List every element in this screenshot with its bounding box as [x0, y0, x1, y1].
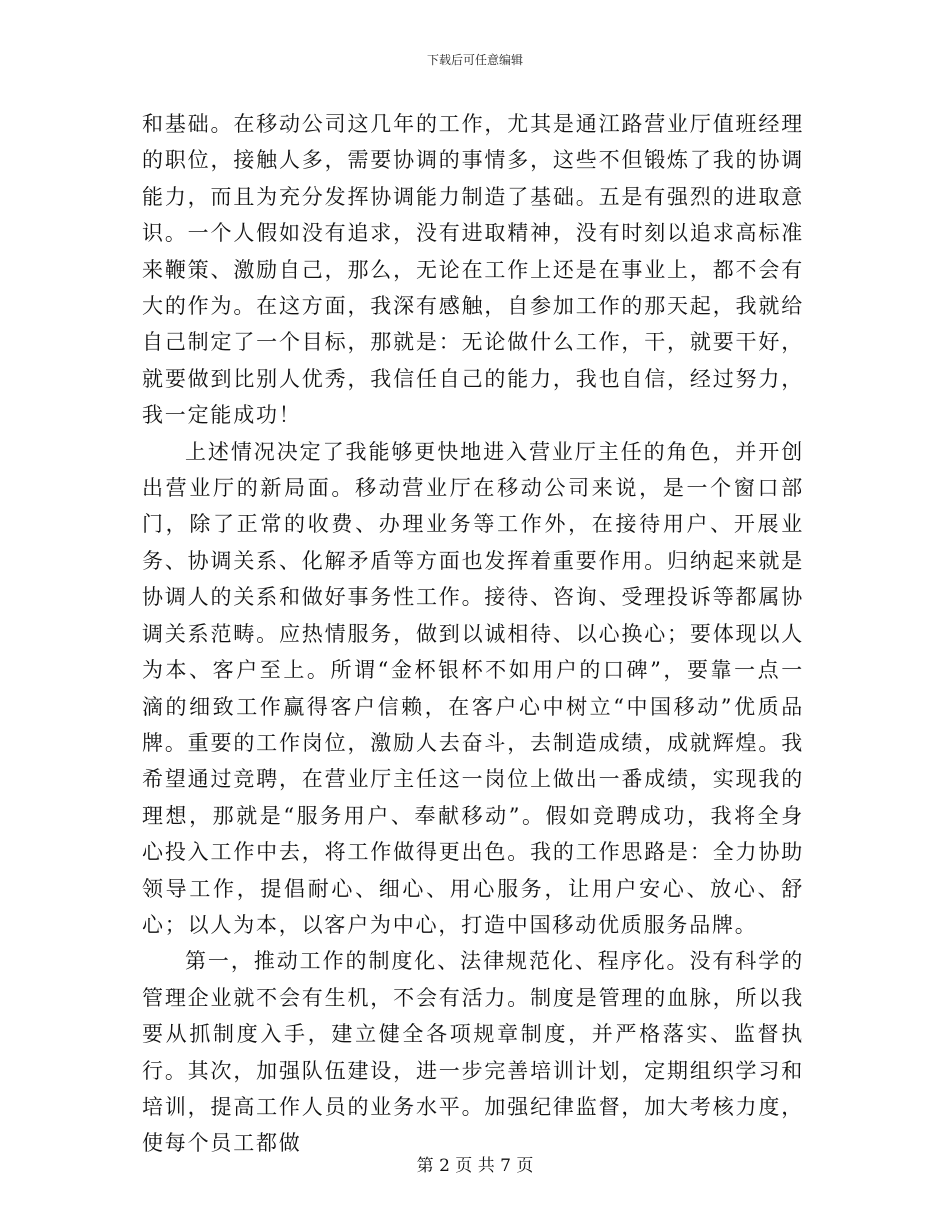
page-footer: 第 2 页 共 7 页	[416, 1156, 534, 1176]
document-body	[142, 106, 804, 1162]
paragraph-1: 和基础。在移动公司这几年的工作，尤其是通江路营业厅值班经理的职位，接触人多，需要协调的事情多，这些不但锻炼了我的协调能力，而且为充分发挥协调能力制造了基础。五是有强烈的进取意识。一个人假如没有追求，没有进取精神，没有时刻以追求高标准来鞭策、激励自己，那么，无论在工作上还是在事业上，都不会有大的作为。在这方面，我深有感触，自参加工作的那天起，我就给自己制定了一个目标，那就是：无论做什么工作，干，就要干好，就要做到比别人优秀，我信任自己的能力，我也自信，经过努力，我一定能成功！	[142, 112, 804, 428]
paragraph-3: 第一，推动工作的制度化、法律规范化、程序化。没有科学的管理企业就不会有生机，不会有活力。制度是管理的血脉，所以我要从抓制度入手，建立健全各项规章制度，并严格落实、监督执行。其次，加强队伍建设，进一步完善培训计划，定期组织学习和培训，提高工作人员的业务水平。加强纪律监督，加大考核力度，使每个员工都做	[142, 949, 804, 1156]
page-header: 下载后可任意编辑	[426, 53, 523, 67]
paragraph-2: 上述情况决定了我能够更快地进入营业厅主任的角色，并开创出营业厅的新局面。移动营业厅在移动公司来说，是一个窗口部门，除了正常的收费、办理业务等工作外，在接待用户、开展业务、协调关系、化解矛盾等方面也发挥着重要作用。归纳起来就是协调人的关系和做好事务性工作。接待、咨询、受理投诉等都属协调关系范畴。应热情服务，做到以诚相待、以心换心；要体现以人为本、客户至上。所谓“金杯银杯不如用户的口碑”，要靠一点一滴的细致工作赢得客户信赖，在客户心中树立“中国移动”优质品牌。重要的工作岗位，激励人去奋斗，去制造成绩，成就辉煌。我希望通过竞聘，在营业厅主任这一岗位上做出一番成绩，实现我的理想，那就是“服务用户、奉献移动”。假如竞聘成功，我将全身心投入工作中去，将工作做得更出色。我的工作思路是：全力协助领导工作，提倡耐心、细心、用心服务，让用户安心、放心、舒心；以人为本，以客户为中心，打造中国移动优质服务品牌。	[142, 439, 804, 937]
